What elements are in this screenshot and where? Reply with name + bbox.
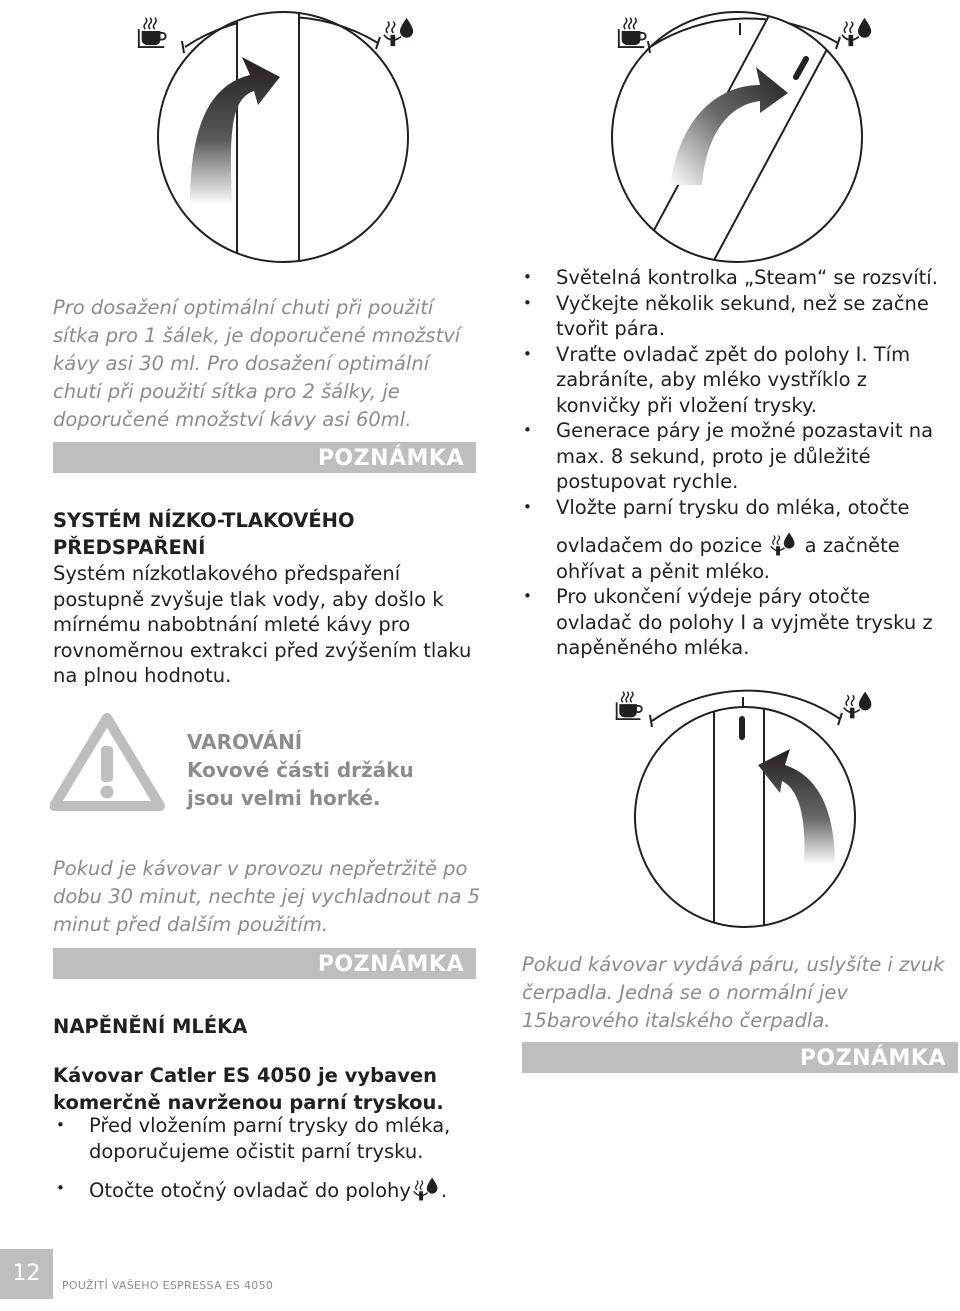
list-item: • Před vložením parní trysky do mléka, doporučujeme očistit parní trysku.	[53, 1113, 483, 1164]
warning-text: Kovové části držáku jsou velmi horké.	[187, 758, 414, 810]
milk-bullet-list	[53, 1113, 483, 1204]
page-number: 12	[0, 1249, 53, 1299]
list-item: • Pro ukončení výdeje páry otočte ovladač do polohy I a vyjměte trysku z napěněného mléka.	[520, 584, 940, 661]
footer-text: POUŽITÍ VAŠEHO ESPRESSA ES 4050	[62, 1279, 274, 1292]
warning-title: VAROVÁNÍ	[187, 730, 303, 754]
note-text-3: Pokud kávovar vydává páru, uslyšíte i zvuk čerpadla. Jedná se o normální jev 15barového italského čerpadla.	[522, 953, 945, 1032]
list-item: • Generace páry je možné pozastavit na max. 8 sekund, proto je důležité postupovat rychle.	[520, 418, 940, 495]
dial-diagram-3	[610, 685, 880, 930]
warning-triangle-icon	[50, 712, 165, 812]
preinfusion-title: SYSTÉM NÍZKO-TLAKOVÉHO PŘEDSPAŘENÍ	[53, 509, 355, 559]
preinfusion-text: Systém nízkotlakového předspaření postupně zvyšuje tlak vody, aby došlo k mírnému nabobtnání mleté kávy pro rovnoměrnou extrakci před zvýšením tlaku na plnou hodnotu.	[53, 562, 472, 687]
rotate-arrow-icon	[758, 749, 835, 865]
dial-diagram-1	[130, 5, 420, 275]
steam-wand-icon	[411, 1176, 441, 1202]
list-item: • Vraťte ovladač zpět do polohy I. Tím zabráníte, aby mléko vystříklo z konvičky při vložení trysky.	[520, 342, 940, 419]
milk-title: NAPĚNĚNÍ MLÉKA	[53, 1015, 248, 1038]
note-text-1: Pro dosažení optimální chuti při použití sítka pro 1 šálek, je doporučené množství kávy asi 30 ml. Pro dosažení optimální chuti při použití sítka pro 2 šálky, je doporučené množství kávy asi 60ml.	[53, 296, 461, 431]
steam-wand-icon	[768, 531, 798, 557]
dial-diagram-2	[610, 5, 900, 275]
steam-steps-list	[520, 265, 940, 661]
list-item: • Světelná kontrolka „Steam“ se rozsvítí.	[520, 265, 940, 291]
note-label-3: POZNÁMKA	[522, 1042, 958, 1073]
list-item: • Vložte parní trysku do mléka, otočte ovladačem do pozice a začněte ohřívat a pěnit mléko.	[520, 495, 940, 585]
note-text-2: Pokud je kávovar v provozu nepřetržitě po dobu 30 minut, nechte jej vychladnout na 5 minut před dalším použitím.	[53, 857, 481, 936]
milk-intro: Kávovar Catler ES 4050 je vybaven komerčně navrženou parní tryskou.	[53, 1064, 444, 1114]
list-item: • Vyčkejte několik sekund, než se začne tvořit pára.	[520, 291, 940, 342]
note-label-1: POZNÁMKA	[53, 442, 476, 473]
list-item: • Otočte otočný ovladač do polohy .	[53, 1176, 483, 1204]
note-label-2: POZNÁMKA	[53, 948, 476, 979]
